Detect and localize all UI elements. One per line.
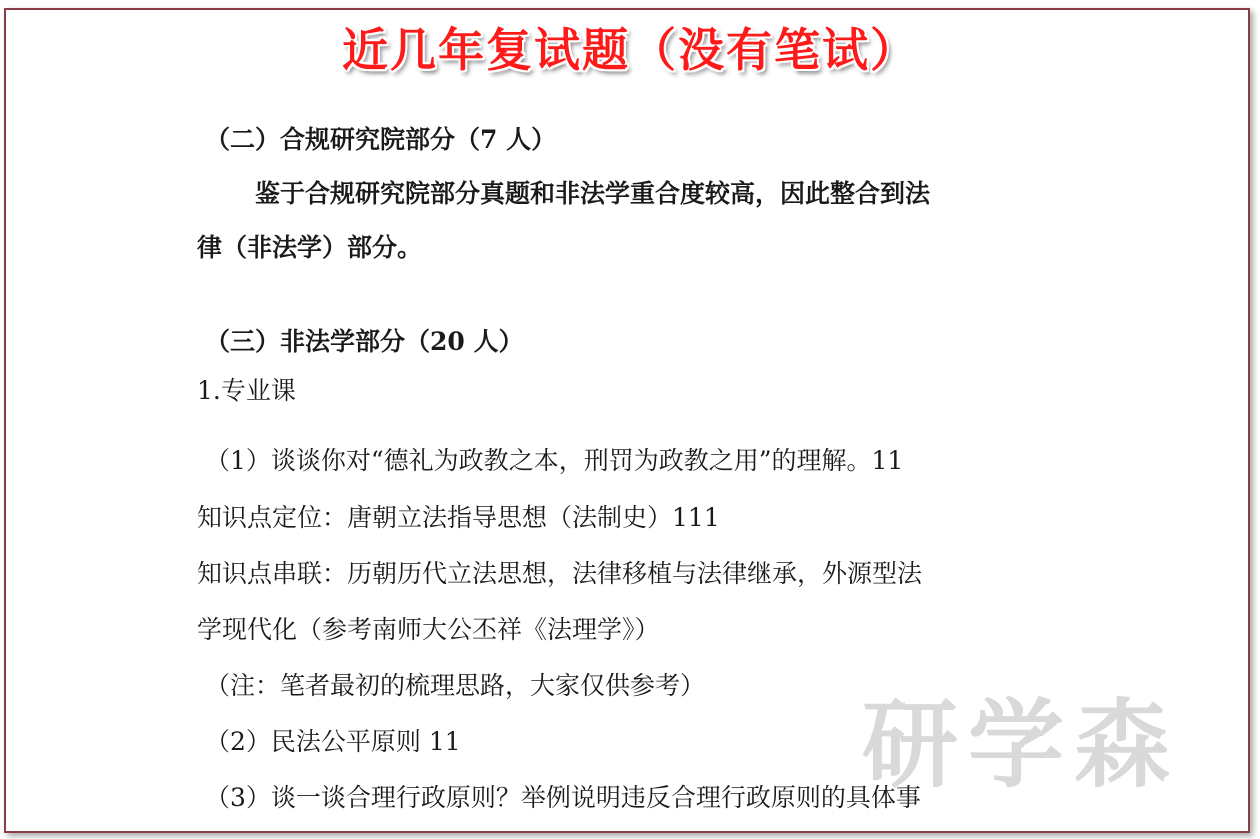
question-1-location: 知识点定位：唐朝立法指导思想（法制史）111 bbox=[197, 503, 720, 532]
watermark: 研学森 bbox=[862, 689, 1180, 801]
page-title: 近几年复试题（没有笔试） bbox=[342, 23, 918, 77]
question-1-note: （注：笔者最初的梳理思路，大家仅供参考） bbox=[205, 671, 706, 700]
question-1: （1）谈谈你对“德礼为政教之本，刑罚为政教之用”的理解。11 bbox=[205, 446, 904, 475]
section-non-law-subheading: 1.专业课 bbox=[197, 376, 296, 405]
section-non-law-heading: （三）非法学部分（20 人） bbox=[205, 327, 524, 356]
question-1-links-line1: 知识点串联：历朝历代立法思想，法律移植与法律继承，外源型法 bbox=[197, 559, 923, 588]
question-1-links-line2: 学现代化（参考南师大公丕祥《法理学》） bbox=[197, 615, 660, 644]
question-3: （3）谈一谈合理行政原则？举例说明违反合理行政原则的具体事 bbox=[205, 783, 921, 812]
question-2: （2）民法公平原则 11 bbox=[205, 727, 461, 756]
section-compliance-heading: （二）合规研究院部分（7 人） bbox=[205, 125, 557, 154]
section-compliance-body-line1: 鉴于合规研究院部分真题和非法学重合度较高，因此整合到法 bbox=[255, 179, 931, 208]
section-compliance-body-line2: 律（非法学）部分。 bbox=[197, 233, 423, 262]
